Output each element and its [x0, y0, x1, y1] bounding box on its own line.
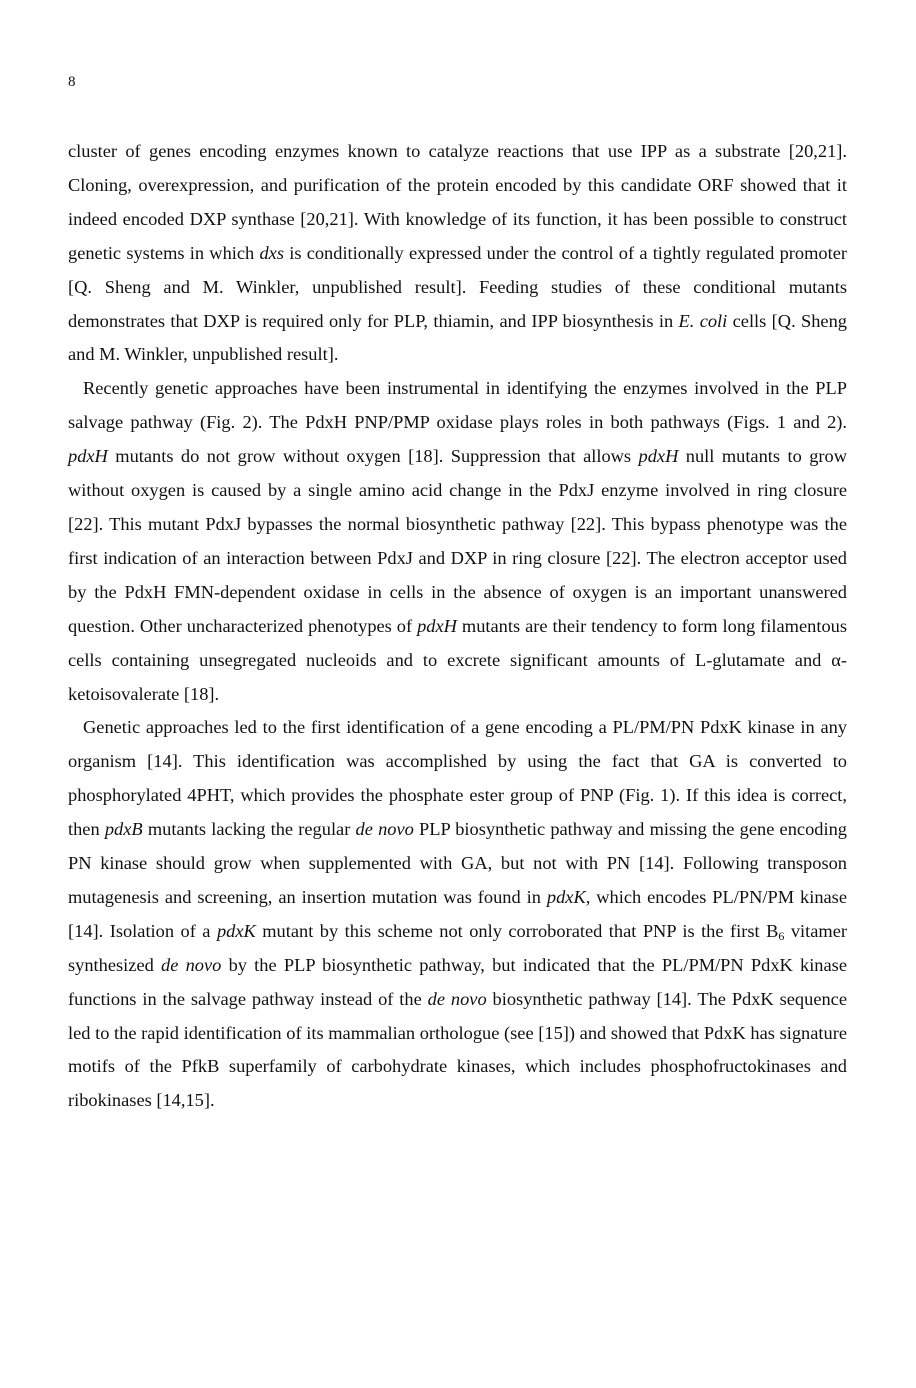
text-run: which encodes PL/PN/PM kinase [14]. Isolation of a [68, 886, 847, 941]
paragraph-2 [68, 372, 847, 711]
italic-term: de novo [355, 819, 414, 840]
paragraph-3 [68, 711, 847, 1118]
italic-term: pdxB [104, 819, 143, 840]
subscript: 6 [778, 928, 785, 943]
body-text [68, 135, 847, 1118]
italic-term: pdxK [216, 920, 256, 941]
text-run: PLP biosynthetic pathway and missing the gene encoding PN kinase should grow when supplemented with GA, but not with PN [14]. Following transposon mutagenesis and screening, an insertion mutation was found in [68, 819, 847, 907]
text-run: cluster of genes encoding enzymes known to catalyze reactions that use IPP as a substrate [20,21]. Cloning, overexpression, and purification of the protein encoded by this candidate ORF showed that it indeed encoded DXP synthase [20,21]. With knowledge of its function, it has been possible to construct genetic systems in which [68, 141, 847, 263]
text-run: Genetic approaches led to the first identification of a gene encoding a PL/PM/PN PdxK kinase in any organism [14]. This identification was accomplished by using the fact that GA is converted to phosphorylated 4PHT, which provides the phosphate ester group of PNP (Fig. 1). If this idea is correct, then [68, 717, 847, 840]
text-run: mutants do not grow without oxygen [18]. Suppression that allows [107, 446, 639, 467]
text-run: mutants are their tendency to form long filamentous cells containing unsegregated nucleoids and to excrete significant amounts of L-glutamate and α-ketoisovalerate [18]. [68, 615, 847, 704]
text-run: mutant by this scheme not only corroborated that PNP is the first B [255, 920, 779, 941]
text-run: is conditionally expressed under the control of a tightly regulated promoter [Q. Sheng and M. Winkler, unpublished result]. Feeding studies of these conditional mutants demonstrates that DXP is required only for PLP, thiamin, and IPP biosynthesis in [68, 242, 847, 331]
italic-term: dxs [259, 242, 284, 263]
text-run: by the PLP biosynthetic pathway, but indicated that the PL/PM/PN PdxK kinase functions in the salvage pathway instead of the [68, 954, 847, 1009]
text-run: mutants lacking the regular [142, 819, 356, 840]
paragraph-1 [68, 135, 847, 372]
italic-term: pdxK, [546, 886, 591, 907]
text-run: Recently genetic approaches have been instrumental in identifying the enzymes involved in the PLP salvage pathway (Fig. 2). The PdxH PNP/PMP oxidase plays roles in both pathways (Figs. 1 and 2). [68, 378, 847, 433]
italic-term: pdxH [68, 446, 108, 467]
italic-term: E. coli [678, 310, 728, 331]
italic-term: pdxH [417, 615, 457, 636]
text-run: vitamer synthesized [68, 920, 847, 975]
italic-term: pdxH [638, 446, 679, 467]
text-run: cells [Q. Sheng and M. Winkler, unpublished result]. [68, 310, 847, 365]
text-run: biosynthetic pathway [14]. The PdxK sequence led to the rapid identification of its mammalian orthologue (see [15]) and showed that PdxK has signature motifs of the PfkB superfamily of carbohydrate kinases, which includes phosphofructokinases and ribokinases [14,15]. [68, 988, 847, 1111]
text-run: null mutants to grow without oxygen is caused by a single amino acid change in the PdxJ enzyme involved in ring closure [22]. This mutant PdxJ bypasses the normal biosynthetic pathway [22]. This bypass phenotype was the first indication of an interaction between PdxJ and DXP in ring closure [22]. The electron acceptor used by the PdxH FMN-dependent oxidase in cells in the absence of oxygen is an important unanswered question. Other uncharacterized phenotypes of [68, 446, 847, 636]
italic-term: de novo [161, 954, 222, 975]
italic-term: de novo [427, 988, 487, 1009]
page-number: 8 [68, 74, 76, 90]
